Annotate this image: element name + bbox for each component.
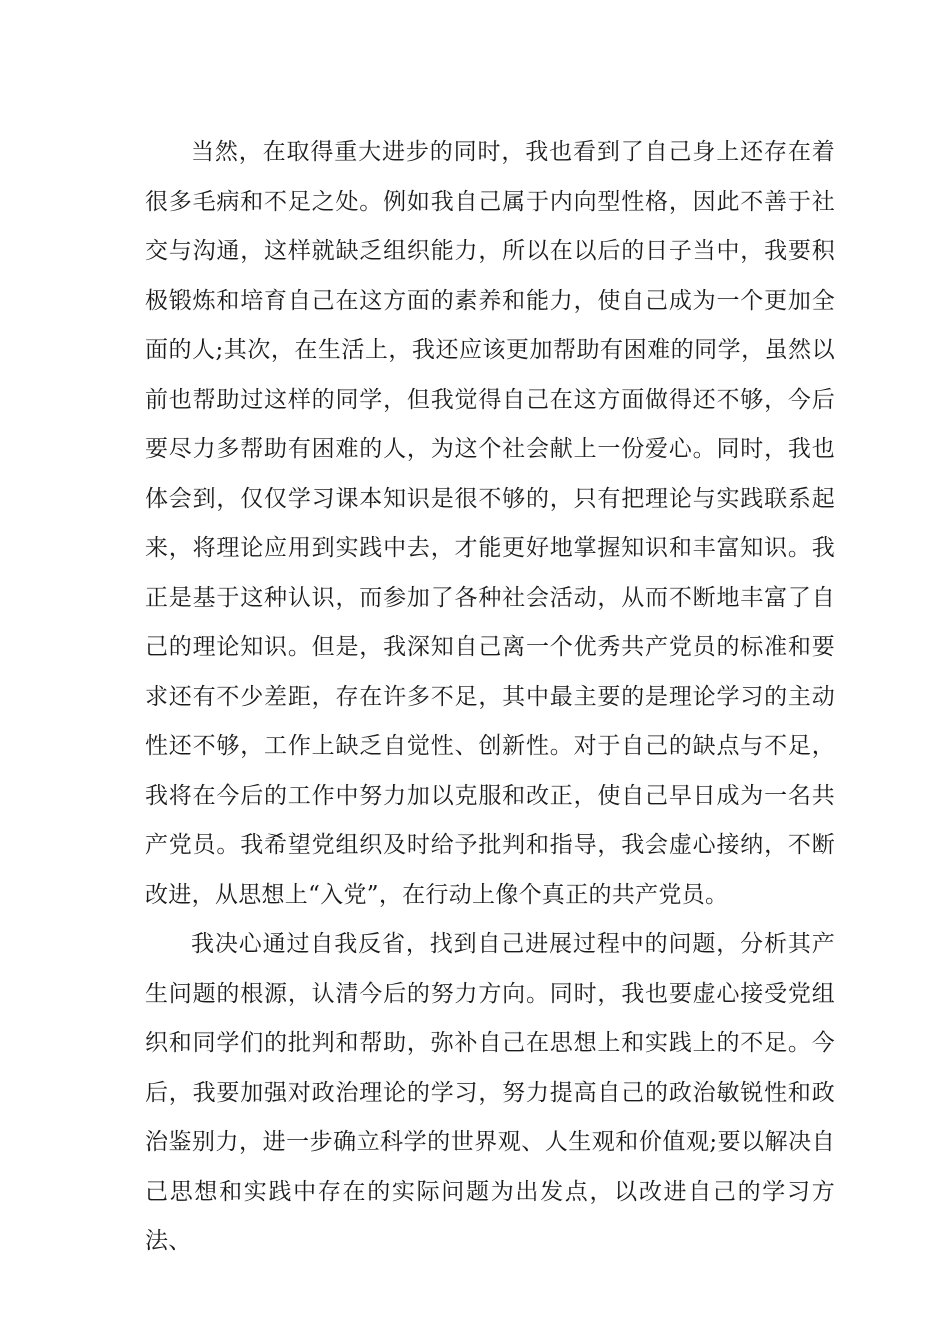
paragraph-2: 我决心通过自我反省，找到自己进展过程中的问题，分析其产生问题的根源，认清今后的努力方向。同时，我也要虚心接受党组织和同学们的批判和帮助，弥补自己在思想上和实践上的不足。今后，我要加强对政治理论的学习，努力提高自己的政治敏锐性和政治鉴别力，进一步确立科学的世界观、人生观和价值观;要以解决自己思想和实践中存在的实际问题为出发点，以改进自己的学习方法、 — [145, 931, 835, 1254]
document-body — [145, 128, 835, 1267]
paragraph-1: 当然，在取得重大进步的同时，我也看到了自己身上还存在着很多毛病和不足之处。例如我自己属于内向型性格，因此不善于社交与沟通，这样就缺乏组织能力，所以在以后的日子当中，我要积极锻炼和培育自己在这方面的素养和能力，使自己成为一个更加全面的人;其次，在生活上，我还应该更加帮助有困难的同学，虽然以前也帮助过这样的同学，但我觉得自己在这方面做得还不够，今后要尽力多帮助有困难的人，为这个社会献上一份爱心。同时，我也体会到，仅仅学习课本知识是很不够的，只有把理论与实践联系起来，将理论应用到实践中去，才能更好地掌握知识和丰富知识。我正是基于这种认识，而参加了各种社会活动，从而不断地丰富了自己的理论知识。但是，我深知自己离一个优秀共产党员的标准和要求还有不少差距，存在许多不足，其中最主要的是理论学习的主动性还不够，工作上缺乏自觉性、创新性。对于自己的缺点与不足，我将在今后的工作中努力加以克服和改正，使自己早日成为一名共产党员。我希望党组织及时给予批判和指导，我会虚心接纳，不断改进，从思想上“入党”，在行动上像个真正的共产党员。 — [145, 139, 835, 908]
